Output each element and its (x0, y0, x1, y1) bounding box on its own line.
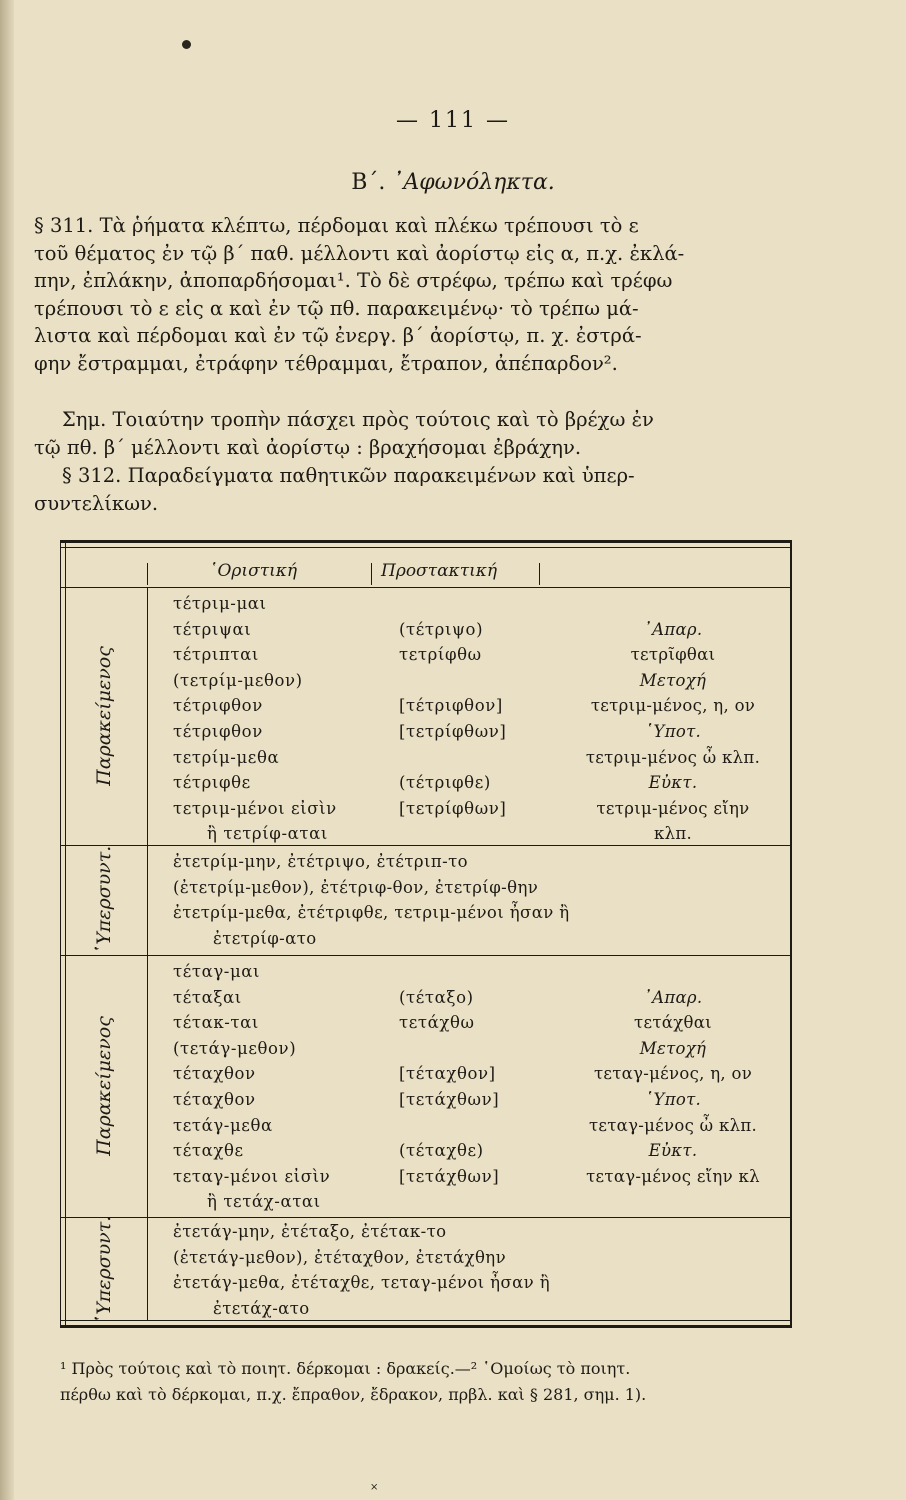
page-edge (0, 0, 14, 1500)
footnotes (60, 1356, 796, 1408)
form-cell: [τέτριφθον] (399, 696, 503, 716)
form-cell: τέταχθον (173, 1089, 256, 1109)
form-cell: τέταχθον (173, 1064, 256, 1084)
perfect-indicative-column (173, 591, 337, 847)
form-line: ἐτετάγ-μεθα, ἐτέταχθε, τεταγ-μένοι ἦσαν ἢ (173, 1273, 551, 1293)
p311-line: πην, ἐπλάκην, ἀποπαρδήσομαι¹. Τὸ δὲ στρέφω, τρέπω καὶ τρέφω (34, 269, 673, 292)
section-label: ῾Υπερσυντ. (93, 1215, 115, 1325)
section-label-pluperfect-2 (61, 1217, 147, 1323)
form-cell: (τέταξο) (399, 987, 474, 1007)
perfect-imperative-column-2 (399, 959, 499, 1189)
form-cell: τέτριμ-μαι (173, 594, 267, 613)
p311-line: τοῦ θέματος ἐν τῷ β΄ παθ. μέλλοντι καὶ ἀορίστῳ εἰς α, π.χ. ἐκλά- (34, 241, 685, 265)
form-cell: τετριμ-μένος ὦ κλπ. (585, 747, 761, 767)
p311-line: λιστα καὶ πέρδομαι καὶ ἐν τῷ ἐνεργ. β΄ ἀορίστῳ, π. χ. ἐστρά- (34, 324, 642, 347)
form-cell: τέτριφθε (173, 773, 251, 793)
paragraph-311 (34, 212, 800, 377)
form-cell: τέτακ-ται (173, 1013, 259, 1033)
form-cell: τεταγ-μένος ὦ κλπ. (588, 1115, 758, 1135)
section-heading (0, 170, 906, 195)
stub-divider (147, 587, 148, 1321)
p311-line: § 311. Τὰ ῥήματα κλέπτω, πέρδομαι καὶ πλέκω τρέπουσι τὸ ε (34, 214, 639, 237)
form-cell: ἢ τετάχ-αται (207, 1192, 321, 1212)
form-cell: τεταγ-μένος εἴην κλ (586, 1166, 760, 1186)
table-rule (61, 547, 790, 548)
form-cell: (τετρίμ-μεθον) (173, 670, 303, 690)
form-line: ἐτετρίμ-μεθα, ἐτέτριφθε, τετριμ-μένοι ἦσαν ἢ (173, 903, 570, 923)
form-cell: (τέτριψο) (399, 619, 484, 639)
form-line: ἐτετρίφ-ατο (213, 928, 317, 948)
section-label-perfect-1 (61, 587, 147, 845)
note-paragraph (34, 406, 800, 461)
heading-letter: B΄. (351, 170, 386, 195)
footnote-line: πέρθω καὶ τὸ δέρκομαι, π.χ. ἔπραθον, ἔδρακον, πρβλ. καὶ § 281, σημ. 1). (60, 1385, 647, 1404)
form-cell: τέταξαι (173, 987, 242, 1007)
section-label: ῾Υπερσυντ. (93, 845, 115, 955)
form-cell: [τετρίφθων] (399, 721, 507, 741)
header-rule (61, 587, 790, 588)
form-cell (561, 591, 785, 617)
form-cell: (τέταχθε) (399, 1141, 484, 1161)
section-label-pluperfect-1 (61, 845, 147, 955)
perfect-other-moods-column-2 (561, 959, 785, 1189)
form-cell: (τέτριφθε) (399, 773, 491, 793)
form-cell (399, 591, 506, 617)
perfect-indicative-column-2 (173, 959, 330, 1215)
form-line: ἐτετρίμ-μην, ἐτέτριψο, ἐτέτριπ-το (173, 852, 468, 871)
form-cell: τέτριπται (173, 645, 259, 665)
form-cell: τετάγ-μεθα (173, 1115, 273, 1135)
form-line: ἐτετάχ-ατο (213, 1298, 310, 1318)
form-cell (399, 1113, 499, 1139)
perfect-other-moods-column (561, 591, 785, 847)
form-cell: τέτριφθον (173, 721, 263, 741)
page-number: — 111 — (396, 108, 510, 133)
form-cell: τετριμ-μένος εἴην (596, 798, 750, 818)
mood-label-subjunctive: ῾Υποτ. (644, 721, 702, 741)
pluperfect-forms-2 (173, 1219, 550, 1321)
mood-label-optative: Εὐκτ. (648, 773, 698, 793)
form-cell: τετρίμ-μεθα (173, 747, 280, 767)
mood-label-optative: Εὐκτ. (648, 1141, 698, 1161)
header-imperative: Προστακτική (381, 561, 498, 581)
form-cell: τέταγ-μαι (173, 962, 261, 981)
form-cell: τετάχθω (399, 1013, 475, 1033)
header-divider (371, 563, 372, 585)
form-cell: τεταγ-μένοι εἰσὶν (173, 1166, 331, 1186)
form-cell: τέταχθε (173, 1141, 244, 1161)
perfect-imperative-column (399, 591, 506, 821)
form-line: (ἐτετάγ-μεθον), ἐτέταχθον, ἐτετάχθην (173, 1247, 507, 1267)
form-cell: ἢ τετρίφ-αται (207, 824, 328, 844)
paragraph-312 (34, 462, 800, 517)
form-cell: [τετάχθων] (399, 1166, 500, 1186)
form-cell: τέτριψαι (173, 619, 252, 639)
ink-dot (182, 40, 191, 49)
mood-label-subjunctive: ῾Υποτ. (644, 1089, 702, 1109)
form-cell: τετρίφθω (399, 645, 482, 665)
printer-mark: × (370, 1482, 379, 1493)
p311-line: φην ἔστραμμαι, ἐτράφην τέθραμμαι, ἔτραπον, ἀπέπαρδον². (34, 351, 618, 375)
header-divider (147, 563, 148, 585)
section-rule (61, 955, 790, 956)
form-cell: [τετάχθων] (399, 1089, 500, 1109)
form-cell: τέτριφθον (173, 696, 263, 716)
section-rule (61, 845, 790, 846)
form-line: ἐτετάγ-μην, ἐτέταξο, ἐτέτακ-το (173, 1222, 447, 1241)
form-cell (399, 959, 499, 985)
section-label-perfect-2 (61, 955, 147, 1217)
section-label: Παρακείμενος (93, 646, 115, 786)
form-cell: τετριμ-μένοι εἰσὶν (173, 798, 337, 818)
pluperfect-forms (173, 849, 570, 951)
conjugation-table (60, 540, 792, 1328)
p312-line: § 312. Παραδείγματα παθητικῶν παρακειμένων καὶ ὑπερ- (62, 464, 635, 487)
section-rule (61, 1217, 790, 1218)
form-cell (399, 745, 506, 771)
mood-label-participle: Μετοχή (639, 1038, 707, 1058)
footnote-line: ¹ Πρὸς τούτοις καὶ τὸ ποιητ. δέρκομαι : δρακείς.—² ῾Ομοίως τὸ ποιητ. (60, 1359, 631, 1378)
form-cell (399, 668, 506, 694)
form-cell: [τέταχθον] (399, 1064, 496, 1084)
section-label: Παρακείμενος (93, 1016, 115, 1156)
mood-label-infinitive: ᾿Απαρ. (643, 987, 703, 1007)
note-line: τῷ πθ. β΄ μέλλοντι καὶ ἀορίστῳ : βραχήσομαι ἐβράχην. (34, 435, 582, 459)
form-cell: τεταγ-μένος, η, ον (593, 1064, 753, 1084)
header-indicative: ῾Οριστική (209, 561, 298, 581)
form-line: (ἐτετρίμ-μεθον), ἐτέτριφ-θον, ἐτετρίφ-θην (173, 877, 539, 897)
form-cell (399, 1036, 499, 1062)
mood-label-participle: Μετοχή (639, 670, 707, 690)
mood-label-infinitive: ᾿Απαρ. (643, 619, 703, 639)
form-cell (561, 959, 785, 985)
form-cell: κλπ. (653, 824, 693, 844)
note-line: Σημ. Τοιαύτην τροπὴν πάσχει πρὸς τούτοις καὶ τὸ βρέχω ἐν (62, 408, 654, 431)
header-divider (539, 563, 540, 585)
heading-title: ᾿Αφωνόληκτα. (392, 170, 555, 195)
form-cell: τετριμ-μένος, η, ον (590, 696, 756, 716)
form-cell: τετάχθαι (634, 1013, 712, 1033)
form-cell: τετρῖφθαι (630, 645, 716, 665)
form-cell: [τετρίφθων] (399, 798, 507, 818)
p312-line: συντελίκων. (34, 491, 159, 515)
p311-line: τρέπουσι τὸ ε εἰς α καὶ ἐν τῷ πθ. παρακειμένῳ· τὸ τρέπω μά- (34, 296, 639, 320)
form-cell: (τετάγ-μεθον) (173, 1038, 297, 1058)
